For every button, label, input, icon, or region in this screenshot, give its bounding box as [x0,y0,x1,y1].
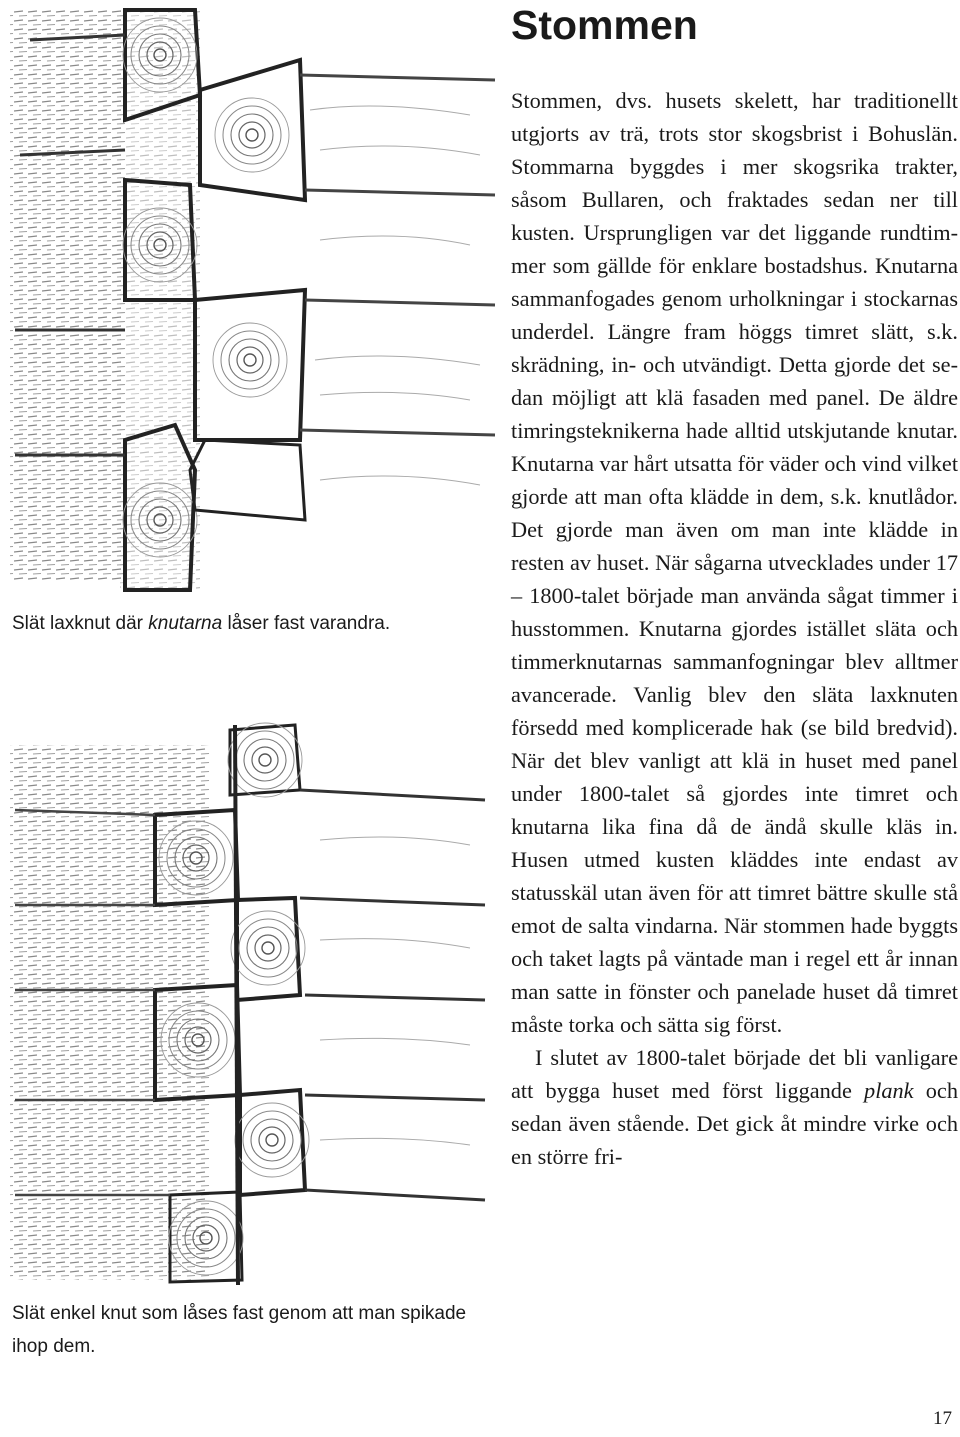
caption-top: Slät laxknut där knutarna låser fast varandra. [12,613,391,634]
paragraph-2: I slutet av 1800-talet började det bli vanligare att bygga huset med först liggande plank och sedan även stående. Det gick åt mindre virke och en större fri- [511,1045,958,1169]
body-text [511,84,958,1173]
plank-emphasis: plank [864,1078,914,1103]
paragraph-1: Stommen, dvs. husets skelett, har traditionellt utgjorts av trä, trots stor skogsbrist i Bohuslän. Stommarna byggdes i mer skogsrika trakter, såsom Bullaren, och fraktades sedan ner till kusten. Ursprungligen var det liggande rundtimmer som gällde för enklare bostadshus. Knutarna sammanfogades genom urholkningar i stockarnas underdel. Längre fram höggs timret slätt, s.k. skrädning, in- och utvändigt. Detta gjorde det sedan möjligt att klä fasaden med panel. De äldre timringsteknikerna hade alltid utskjutande knutar. Knutarna var hårt utsatta för väder och vind vilket gjorde att man ofta klädde in dem, s.k. knutlådor. Det gjorde man även om man inte klädde in resten av huset. När sågarna utvecklades under 17 – 1800-talet började man använda sågat timmer i husstommen. Knutarna gjordes istället släta och timmerknutarnas sammanfogningar blev alltmer avancerade. Vanlig blev den släta laxknuten försedd med komplicerade hak (se bild bredvid). När det blev vanligt att klä in huset med panel under 1800-talet så gjordes inte timret och knutarna lika fina då de ändå skulle kläs in. Husen utmed kusten kläddes inte endast av statusskäl utan även för att timret bättre skulle stå emot de salta vindarna. När stommen hade byggts och taket lagts på väntade man i regel ett år innan man satte in fönster och panelade huset då timret måste torka och sätta sig först. [511,88,959,1037]
page-number: 17 [933,1408,952,1429]
caption-bottom: Slät enkel knut som låses fast genom att man spikade ihop dem. [12,1303,467,1357]
enkel-knut-drawing [10,723,485,1285]
laxknut-drawing [10,10,495,590]
page-heading: Stommen [511,2,698,48]
caption-top-emphasis: knutarna [148,613,223,634]
